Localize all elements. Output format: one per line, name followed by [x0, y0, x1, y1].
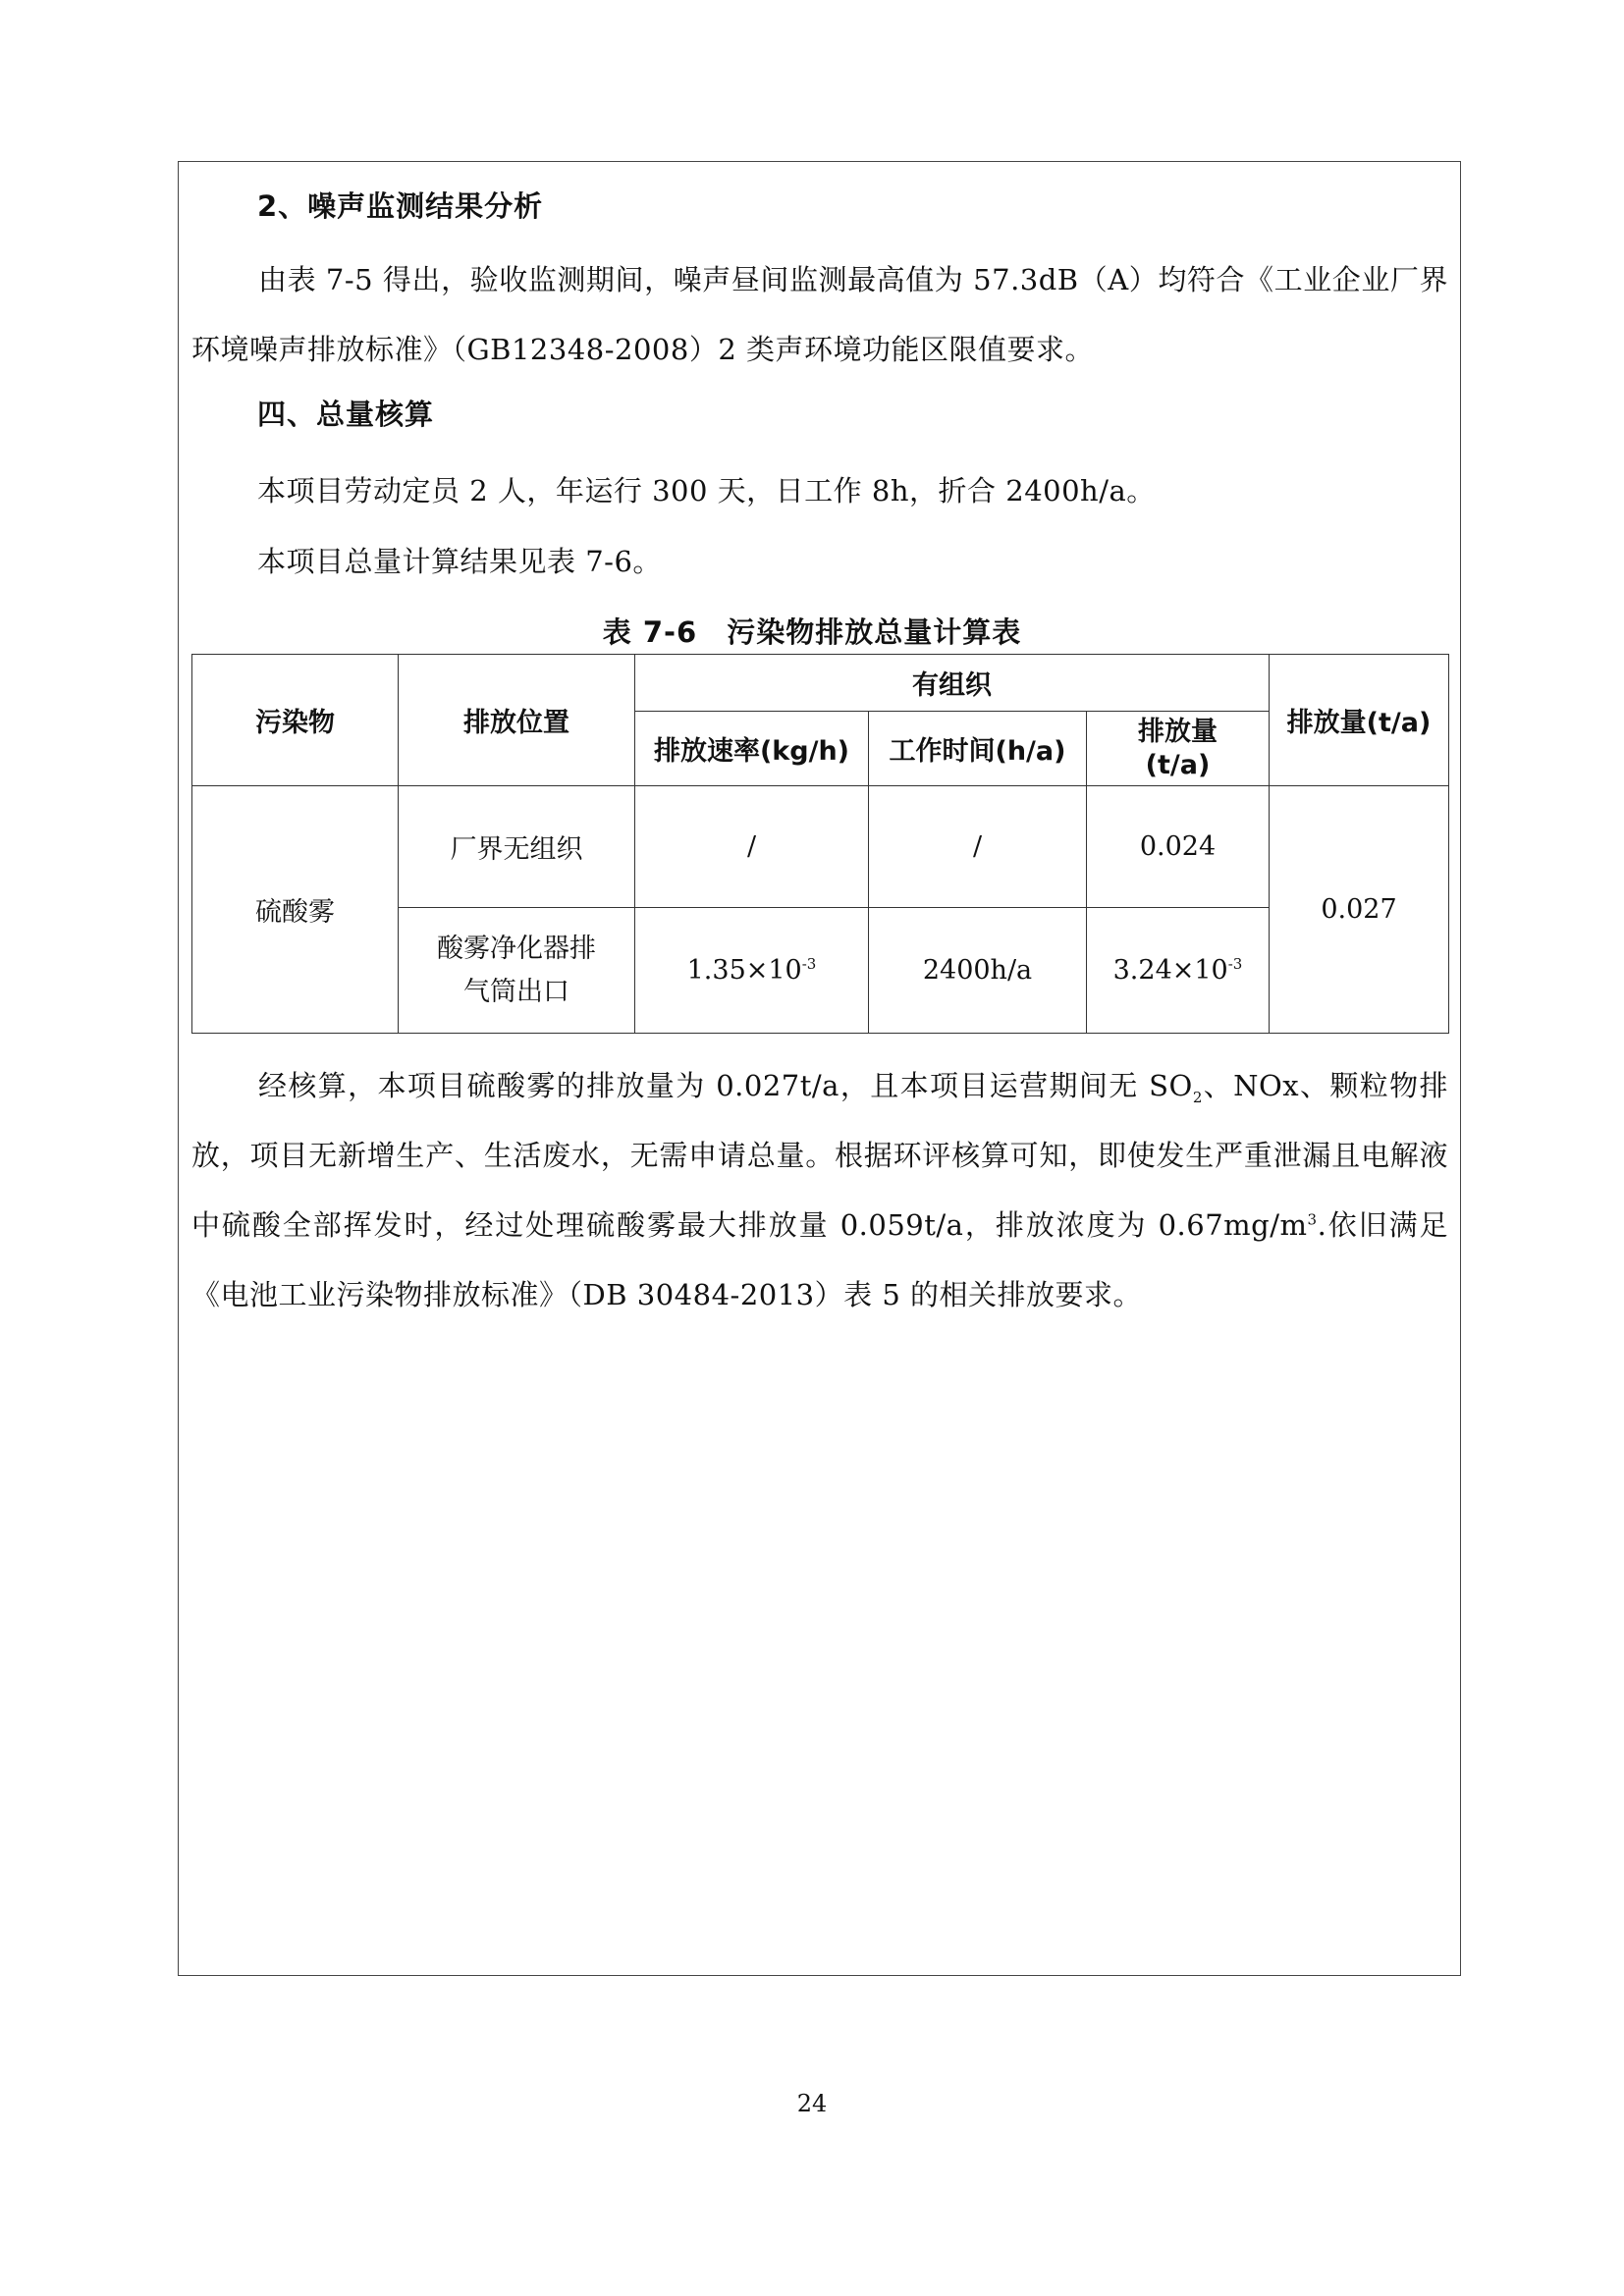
- emission-total-table: [191, 654, 1449, 1034]
- amount-base: 3.24×10: [1112, 955, 1228, 986]
- header-location: 排放位置: [399, 655, 635, 786]
- page-number: 24: [796, 2090, 828, 2117]
- cell-location-fugitive: 厂界无组织: [399, 786, 635, 908]
- header-hours: 工作时间(h/a): [869, 712, 1087, 786]
- cell-hours-fugitive: /: [869, 786, 1087, 908]
- section-heading-total: 四、总量核算: [257, 398, 435, 431]
- conclusion-part3: .依旧满足《电池工业污染物排放标准》（DB 30484-2013）表 5 的相关排放要求。: [191, 1208, 1449, 1311]
- section-heading-noise: 2、噪声监测结果分析: [257, 189, 544, 223]
- so2-subscript: 2: [1192, 1088, 1203, 1106]
- cell-rate-fugitive: /: [635, 786, 869, 908]
- header-amount: 排放量(t/a): [1087, 712, 1270, 786]
- header-total-amount: 排放量(t/a): [1270, 655, 1449, 786]
- m3-superscript: 3: [1307, 1210, 1318, 1229]
- conclusion-part2: 、NOx、颗粒物排放，项目无新增生产、生活废水，无需申请总量。根据环评核算可知，即使发生严重泄漏且电解液中硫酸全部挥发时，经过处理硫酸雾最大排放量 0.059t/a，排放浓度为 0.67mg/m: [191, 1069, 1448, 1242]
- header-rate: 排放速率(kg/h): [635, 712, 869, 786]
- table-caption: 表 7-6 污染物排放总量计算表: [602, 615, 1022, 649]
- rate-exponent: -3: [801, 955, 817, 973]
- cell-hours-stack: 2400h/a: [869, 908, 1087, 1034]
- cell-total-value: 0.027: [1270, 786, 1449, 1034]
- header-pollutant: 污染物: [192, 655, 399, 786]
- cell-amount-stack: [1087, 908, 1270, 1034]
- header-organized: 有组织: [635, 655, 1270, 712]
- conclusion-part1: 经核算，本项目硫酸雾的排放量为 0.027t/a，且本项目运营期间无 SO: [258, 1069, 1193, 1102]
- cell-pollutant: 硫酸雾: [192, 786, 399, 1034]
- cell-location-stack: 酸雾净化器排气筒出口: [399, 908, 635, 1034]
- table-reference-line: 本项目总量计算结果见表 7-6。: [257, 545, 662, 578]
- rate-base: 1.35×10: [686, 955, 802, 986]
- conclusion-paragraph: [191, 1051, 1448, 1330]
- cell-rate-stack: [635, 908, 869, 1034]
- noise-analysis-paragraph: 由表 7-5 得出，验收监测期间，噪声昼间监测最高值为 57.3dB（A）均符合《工业企业厂界环境噪声排放标准》（GB12348-2008）2 类声环境功能区限值要求。: [191, 263, 1448, 366]
- cell-amount-fugitive: 0.024: [1087, 786, 1270, 908]
- amount-exponent: -3: [1227, 955, 1243, 973]
- staffing-line: 本项目劳动定员 2 人，年运行 300 天，日工作 8h，折合 2400h/a。: [257, 474, 1156, 507]
